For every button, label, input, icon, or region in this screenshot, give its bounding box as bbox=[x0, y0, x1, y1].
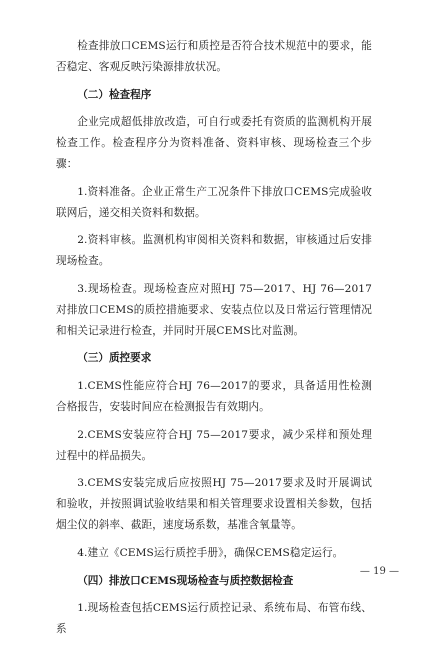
paragraph-step-2: 2.资料审核。监测机构审阅相关资料和数据，审核通过后安排现场检查。 bbox=[56, 234, 372, 268]
section-heading-inspection: （四）排放口CEMS现场检查与质控数据检查 bbox=[77, 574, 294, 587]
page-number: — 19 — bbox=[359, 566, 399, 577]
document-body bbox=[56, 36, 372, 647]
paragraph-inspection-1: 1.现场检查包括CEMS运行质控记录、系统布局、布管布线、系 bbox=[56, 602, 372, 636]
paragraph-step-3: 3.现场检查。现场检查应对照HJ 75—2017、HJ 76—2017对排放口CEMS的质控措施要求、安装点位以及日常运行管理情况和相关记录进行检查，并同时开展CEMS比对监测。 bbox=[56, 282, 372, 337]
paragraph-qc-1: 1.CEMS性能应符合HJ 76—2017的要求，具备适用性检测合格报告，安装时间应在检测报告有效期内。 bbox=[56, 380, 372, 413]
paragraph-procedure-overview: 企业完成超低排放改造，可自行或委托有资质的监测机构开展检查工作。检查程序分为资料准备、资料审核、现场检查三个步骤： bbox=[56, 116, 372, 170]
paragraph-intro: 检查排放口CEMS运行和质控是否符合技术规范中的要求，能否稳定、客观反映污染源排放状况。 bbox=[56, 40, 372, 73]
paragraph-qc-4: 4.建立《CEMS运行质控手册》，确保CEMS稳定运行。 bbox=[77, 546, 344, 559]
paragraph-qc-2: 2.CEMS安装应符合HJ 75—2017要求，减少采样和预处理过程中的样品损失。 bbox=[56, 428, 372, 462]
section-heading-qc: （三）质控要求 bbox=[77, 352, 152, 365]
section-heading-procedure: （二）检查程序 bbox=[77, 88, 152, 101]
paragraph-step-1: 1.资料准备。企业正常生产工况条件下排放口CEMS完成验收联网后，递交相关资料和数据。 bbox=[56, 185, 372, 219]
paragraph-qc-3: 3.CEMS安装完成后应按照HJ 75—2017要求及时开展调试和验收，并按照调试验收结果和相关管理要求设置相关参数，包括烟尘仪的斜率、截距，速度场系数，基准含氧量等。 bbox=[56, 477, 372, 531]
